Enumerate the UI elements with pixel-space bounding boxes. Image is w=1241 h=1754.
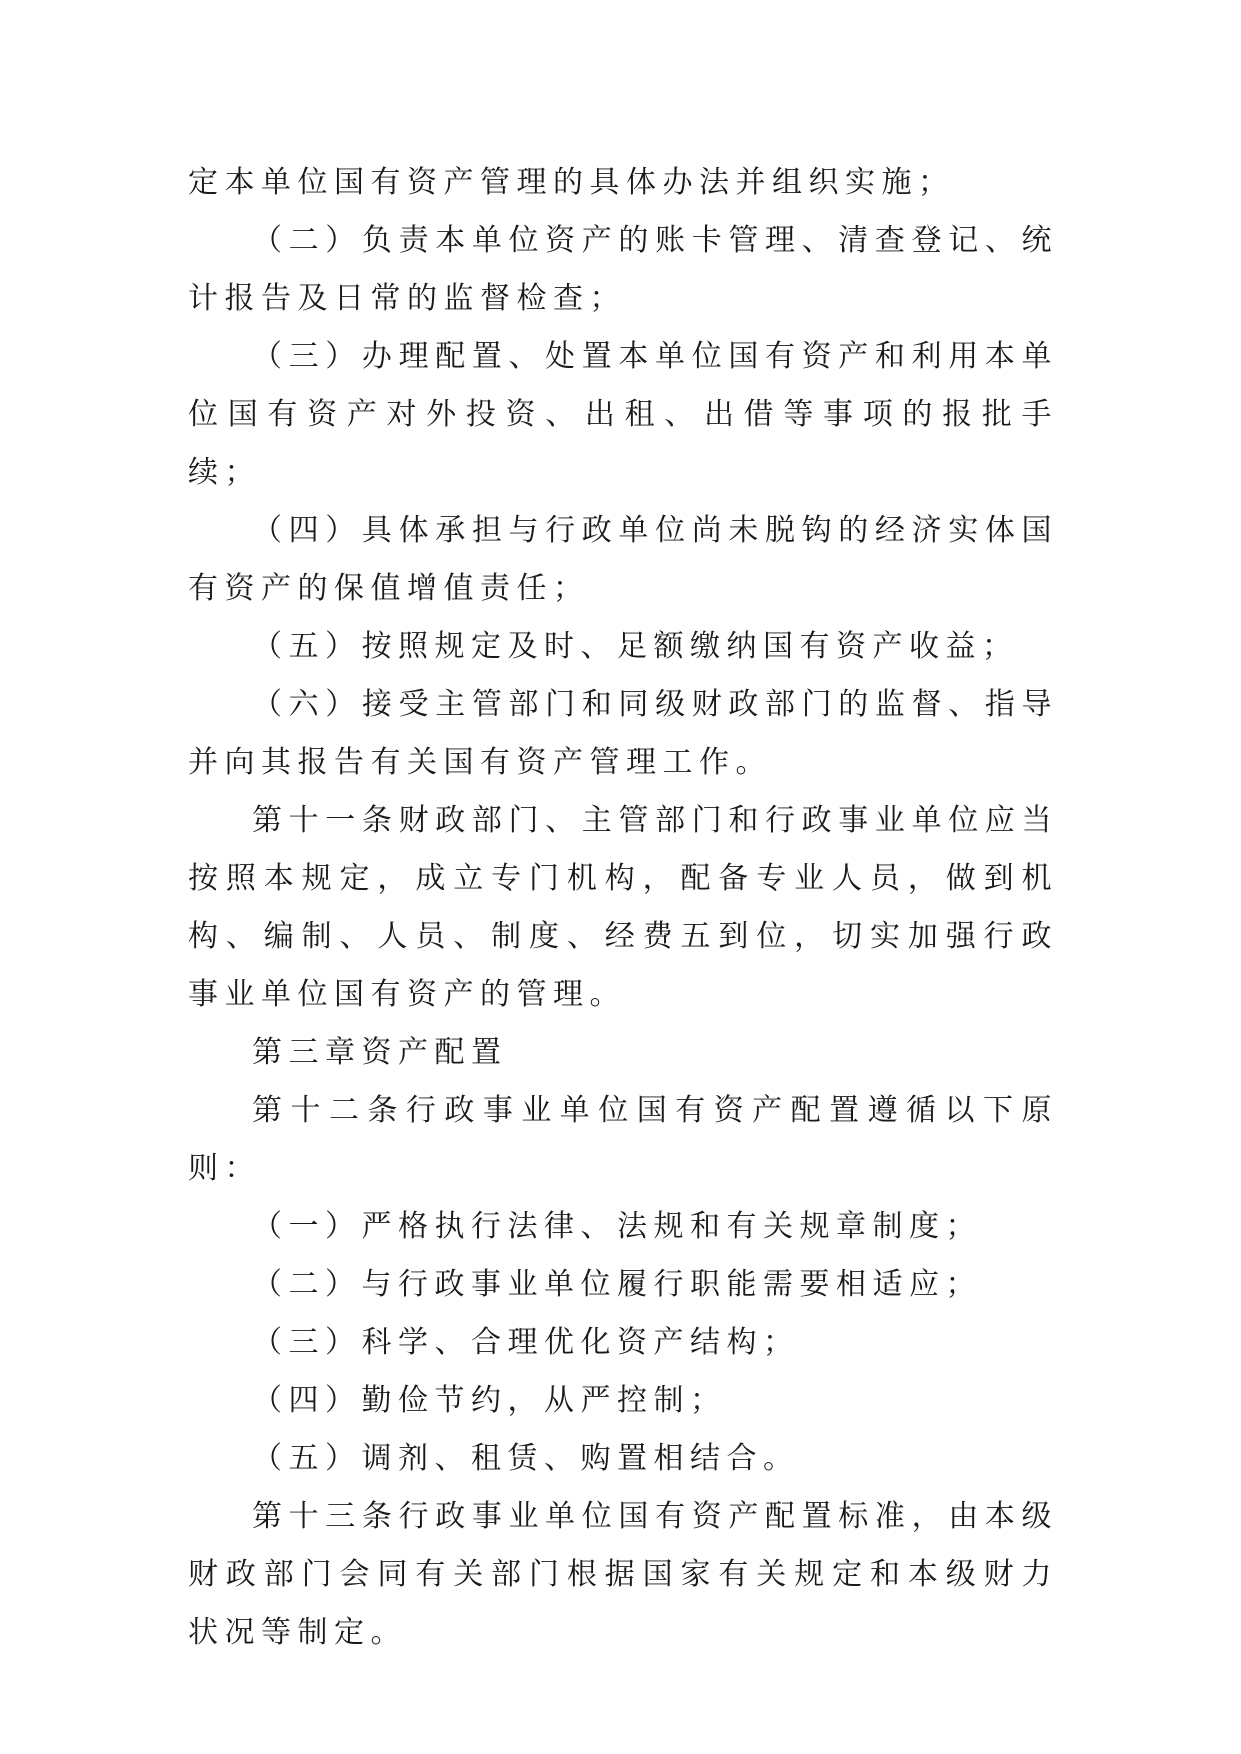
paragraph-item-2: （二）负责本单位资产的账卡管理、清查登记、统计报告及日常的监督检查； [188,223,1058,316]
article-11: 第十一条财政部门、主管部门和行政事业单位应当按照本规定，成立专门机构，配备专业人员，做到机构、编制、人员、制度、经费五到位，切实加强行政事业单位国有资产的管理。 [188,803,1058,1012]
principle-item-4: （四）勤俭节约，从严控制； [252,1383,727,1418]
principle-item-1: （一）严格执行法律、法规和有关规章制度； [252,1209,982,1244]
chapter-3-heading: 第三章资产配置 [252,1035,508,1070]
principle-item-2: （二）与行政事业单位履行职能需要相适应； [252,1267,982,1302]
article-12: 第十二条行政事业单位国有资产配置遵循以下原则： [188,1093,1058,1186]
paragraph-item-6: （六）接受主管部门和同级财政部门的监督、指导并向其报告有关国有资产管理工作。 [188,687,1058,780]
principle-item-3: （三）科学、合理优化资产结构； [252,1325,800,1360]
principle-item-5: （五）调剂、租赁、购置相结合。 [252,1441,800,1476]
paragraph-continuation: 定本单位国有资产管理的具体办法并组织实施； [188,165,955,200]
article-13: 第十三条行政事业单位国有资产配置标准，由本级财政部门会同有关部门根据国家有关规定和本级财力状况等制定。 [188,1499,1058,1650]
paragraph-item-4: （四）具体承担与行政单位尚未脱钩的经济实体国有资产的保值增值责任； [188,513,1058,606]
paragraph-item-3: （三）办理配置、处置本单位国有资产和利用本单位国有资产对外投资、出租、出借等事项的报批手续； [188,339,1058,490]
paragraph-item-5: （五）按照规定及时、足额缴纳国有资产收益； [252,629,1019,664]
document-body [188,154,1058,1662]
